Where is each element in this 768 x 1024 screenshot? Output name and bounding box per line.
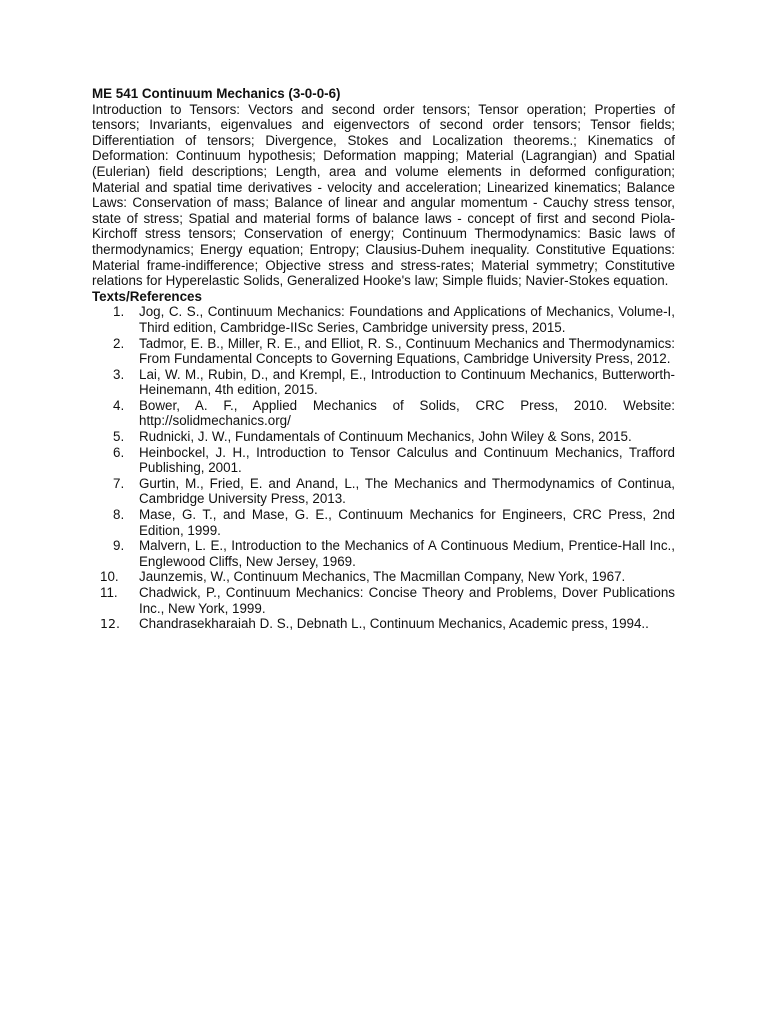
reference-text: Jog, C. S., Continuum Mechanics: Foundations and Applications of Mechanics, Volume-I, Third edition, Cambridge-IISc Series, Cambridge university press, 2015. — [139, 304, 675, 335]
reference-number: 1. — [113, 304, 125, 320]
reference-item — [92, 304, 675, 335]
reference-item — [92, 336, 675, 367]
reference-item — [92, 398, 675, 429]
reference-text: Malvern, L. E., Introduction to the Mechanics of A Continuous Medium, Prentice-Hall Inc., Englewood Cliffs, New Jersey, 1969. — [139, 538, 675, 569]
reference-item — [92, 569, 675, 585]
references-heading: Texts/References — [92, 288, 202, 304]
reference-item — [92, 507, 675, 538]
reference-number: 8. — [113, 507, 125, 523]
reference-item — [92, 367, 675, 398]
course-title: ME 541 Continuum Mechanics (3-0-0-6) — [92, 86, 341, 101]
reference-text: Tadmor, E. B., Miller, R. E., and Elliot, R. S., Continuum Mechanics and Thermodynamics: From Fundamental Concepts to Governing Equations, Cambridge University Press, 2012. — [139, 335, 675, 367]
reference-number: 3. — [113, 366, 125, 382]
reference-item — [92, 538, 675, 569]
reference-number: 6. — [113, 444, 125, 460]
reference-text: Gurtin, M., Fried, E. and Anand, L., The Mechanics and Thermodynamics of Continua, Cambridge University Press, 2013. — [139, 475, 675, 507]
reference-text: Heinbockel, J. H., Introduction to Tensor Calculus and Continuum Mechanics, Trafford Publishing, 2001. — [139, 444, 675, 476]
reference-text: Bower, A. F., Applied Mechanics of Solids, CRC Press, 2010. Website: http://solidmechanics.org/ — [139, 397, 675, 429]
reference-number: 7. — [113, 475, 125, 491]
reference-text: Chadwick, P., Continuum Mechanics: Concise Theory and Problems, Dover Publications Inc., New York, 1999. — [139, 585, 675, 616]
reference-text: Jaunzemis, W., Continuum Mechanics, The Macmillan Company, New York, 1967. — [139, 569, 626, 585]
reference-item — [92, 476, 675, 507]
course-syllabus: Introduction to Tensors: Vectors and second order tensors; Tensor operation; Properties of tensors; Invariants, eigenvalues and eigenvectors of second order tensors; Tensor fields; Differentiation of tensors; Divergence, Stokes and Localization theorems.; Kinematics of Deformation: Continuum hypothesis; Deformation mapping; Material (Lagrangian) and Spatial (Eulerian) field descriptions; Length, area and volume elements in deformed configuration; Material and spatial time derivatives - velocity and acceleration; Linearized kinematics; Balance Laws: Conservation of mass; Balance of linear and angular momentum - Cauchy stress tensor, state of stress; Spatial and material forms of balance laws - concept of first and second Piola-Kirchoff stress tensors; Conservation of energy; Continuum Thermodynamics: Basic laws of thermodynamics; Energy equation; Entropy; Clausius-Duhem inequality. Constitutive Equations: Material frame-indifference; Objective stress and stress-rates; Material symmetry; Constitutive relations for Hyperelastic Solids, Generalized Hooke's law; Simple fluids; Navier-Stokes equation. — [92, 101, 675, 289]
reference-item — [92, 616, 675, 632]
reference-number: 5. — [113, 429, 125, 445]
reference-number: 12. — [100, 616, 121, 632]
reference-number: 9. — [113, 538, 125, 554]
reference-text: Lai, W. M., Rubin, D., and Krempl, E., Introduction to Continuum Mechanics, Butterworth-Heinemann, 4th edition, 2015. — [139, 366, 675, 398]
reference-text: Chandrasekharaiah D. S., Debnath L., Continuum Mechanics, Academic press, 1994.. — [139, 616, 649, 632]
reference-number: 4. — [113, 397, 125, 413]
reference-item — [92, 445, 675, 476]
reference-number: 2. — [113, 335, 125, 351]
reference-item — [92, 585, 675, 616]
reference-number: 11. — [100, 585, 118, 600]
reference-text: Mase, G. T., and Mase, G. E., Continuum Mechanics for Engineers, CRC Press, 2nd Edition, 1999. — [139, 507, 675, 538]
reference-item — [92, 429, 675, 445]
document-page — [92, 86, 675, 632]
reference-number: 10. — [100, 569, 119, 585]
references-list — [92, 304, 675, 631]
reference-text: Rudnicki, J. W., Fundamentals of Continuum Mechanics, John Wiley & Sons, 2015. — [139, 429, 632, 445]
